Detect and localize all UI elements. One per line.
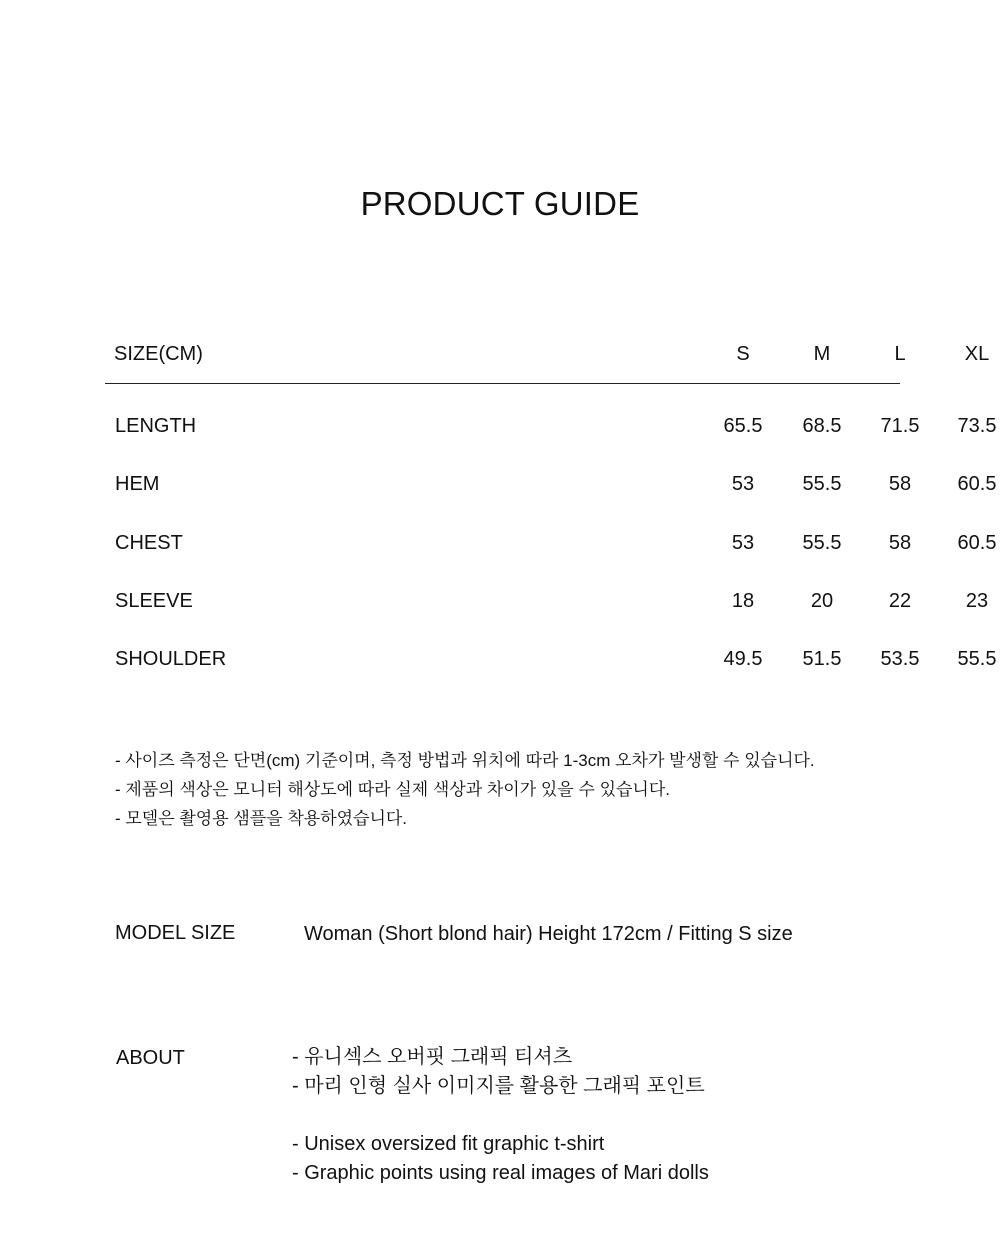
table-cell: 20 xyxy=(810,590,834,612)
table-cell: 55.5 xyxy=(957,648,997,670)
row-label: SLEEVE xyxy=(115,590,193,612)
table-cell: 58 xyxy=(888,473,912,495)
table-cell: 60.5 xyxy=(957,532,997,554)
table-row-sleeve xyxy=(105,590,989,620)
note-line: - 사이즈 측정은 단면(cm) 기준이며, 측정 방법과 위치에 따라 1-3cm 오차가 발생할 수 있습니다. xyxy=(115,751,815,770)
table-row-hem xyxy=(105,473,997,503)
table-cell: 53 xyxy=(731,532,755,554)
row-label: CHEST xyxy=(115,532,183,554)
table-row-chest xyxy=(105,532,997,562)
table-cell: 73.5 xyxy=(957,415,997,437)
about-line-ko: - 마리 인형 실사 이미지를 활용한 그래픽 포인트 xyxy=(292,1075,705,1097)
table-cell: 58 xyxy=(888,532,912,554)
about-label: ABOUT xyxy=(116,1047,185,1069)
row-label: LENGTH xyxy=(115,415,197,437)
model-size-label: MODEL SIZE xyxy=(115,922,236,944)
about-line-en: - Graphic points using real images of Mari dolls xyxy=(292,1162,709,1184)
about-description xyxy=(292,1043,709,1188)
table-cell: 53 xyxy=(731,473,755,495)
table-cell: 65.5 xyxy=(723,415,763,437)
table-cell: 55.5 xyxy=(802,473,842,495)
size-col-s: S xyxy=(736,343,750,365)
model-size-value: Woman (Short blond hair) Height 172cm / Fitting S size xyxy=(304,923,793,945)
table-row-shoulder xyxy=(105,648,997,678)
size-notes xyxy=(115,746,815,833)
table-cell: 51.5 xyxy=(802,648,842,670)
table-row-length xyxy=(105,415,997,445)
table-cell: 53.5 xyxy=(880,648,920,670)
note-line: - 제품의 색상은 모니터 해상도에 따라 실제 색상과 차이가 있을 수 있습니다. xyxy=(115,780,670,799)
note-line: - 모델은 촬영용 샘플을 착용하였습니다. xyxy=(115,809,408,828)
table-cell: 22 xyxy=(888,590,912,612)
size-header-label: SIZE(CM) xyxy=(114,343,203,365)
table-cell: 49.5 xyxy=(723,648,763,670)
row-label: SHOULDER xyxy=(115,648,227,670)
page-title: PRODUCT GUIDE xyxy=(360,185,640,222)
size-col-xl: XL xyxy=(964,343,990,365)
row-label: HEM xyxy=(115,473,160,495)
table-cell: 60.5 xyxy=(957,473,997,495)
about-spacer xyxy=(292,1101,709,1130)
size-table-header xyxy=(105,343,990,384)
size-col-m: M xyxy=(813,343,831,365)
table-cell: 71.5 xyxy=(880,415,920,437)
about-line-ko: - 유니섹스 오버핏 그래픽 티셔츠 xyxy=(292,1046,573,1068)
table-cell: 23 xyxy=(965,590,989,612)
table-cell: 68.5 xyxy=(802,415,842,437)
table-cell: 55.5 xyxy=(802,532,842,554)
table-cell: 18 xyxy=(731,590,755,612)
about-line-en: - Unisex oversized fit graphic t-shirt xyxy=(292,1133,605,1155)
size-col-l: L xyxy=(894,343,906,365)
